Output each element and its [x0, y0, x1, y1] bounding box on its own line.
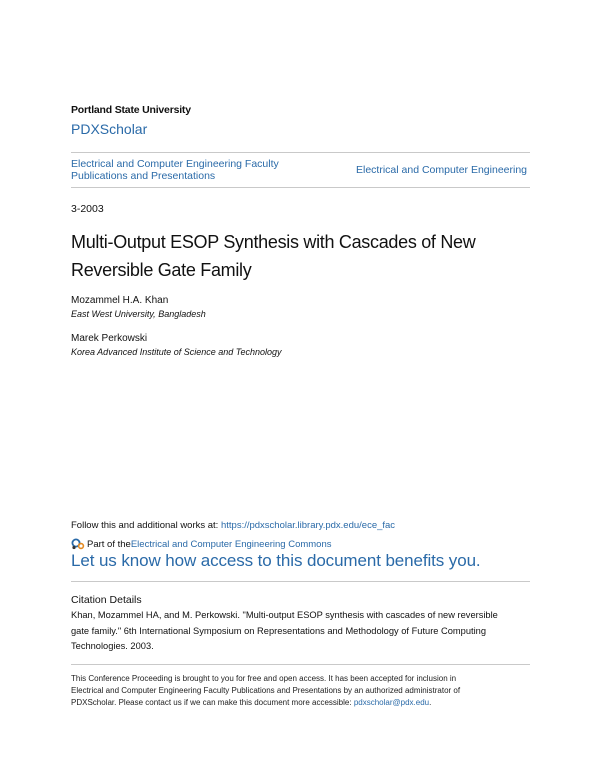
author-affiliation: Korea Advanced Institute of Science and Technology	[71, 347, 282, 357]
department-link[interactable]: Electrical and Computer Engineering	[356, 164, 528, 176]
footer-line-1: This Conference Proceeding is brought to you for free and open access. It has been accepted for inclusion in	[71, 674, 457, 683]
footer-line-3	[71, 697, 541, 709]
author-affiliation: East West University, Bangladesh	[71, 309, 206, 319]
part-of-line	[71, 538, 332, 550]
citation-line-1: Khan, Mozammel HA, and M. Perkowski. "Multi-output ESOP synthesis with cascades of new reversible	[71, 610, 498, 620]
divider-citation	[71, 581, 530, 582]
footer-line-3-prefix: PDXScholar. Please contact us if we can make this document more accessible:	[71, 698, 354, 707]
citation-line-2: gate family." 6th International Symposium on Representations and Methodology of Future Computing	[71, 625, 487, 636]
footer-text	[71, 673, 541, 709]
benefits-link[interactable]: Let us know how access to this document benefits you.	[71, 551, 481, 570]
divider-collections	[71, 187, 530, 188]
paper-title	[71, 228, 541, 284]
citation-text	[71, 608, 541, 655]
follow-url-link[interactable]: https://pdxscholar.library.pdx.edu/ece_fac	[220, 520, 396, 531]
divider-top	[71, 152, 530, 153]
title-line-1: Multi-Output ESOP Synthesis with Cascades of New	[71, 232, 476, 252]
university-name: Portland State University	[71, 104, 191, 116]
author-name: Mozammel H.A. Khan	[71, 295, 169, 306]
footer-line-3-suffix: .	[429, 698, 432, 707]
divider-footer	[71, 664, 530, 665]
series-link[interactable]	[71, 158, 331, 182]
network-icon	[71, 538, 85, 550]
follow-prefix: Follow this and additional works at:	[71, 520, 221, 531]
repository-link[interactable]: PDXScholar	[71, 121, 148, 137]
citation-line-3: Technologies. 2003.	[71, 641, 154, 651]
series-line-2[interactable]: Publications and Presentations	[71, 170, 216, 182]
publication-date: 3-2003	[71, 203, 104, 215]
series-line-1[interactable]: Electrical and Computer Engineering Faculty	[71, 158, 279, 170]
title-line-2: Reversible Gate Family	[71, 260, 252, 280]
footer-line-2: Electrical and Computer Engineering Faculty Publications and Presentations by an authorized administrator of	[71, 686, 461, 695]
author-name: Marek Perkowski	[71, 333, 148, 344]
contact-email-link[interactable]: pdxscholar@pdx.edu	[353, 698, 430, 707]
citation-heading: Citation Details	[71, 594, 142, 606]
follow-line	[71, 520, 395, 531]
part-of-prefix: Part of the	[87, 538, 131, 550]
commons-link[interactable]: Electrical and Computer Engineering Commons	[130, 538, 332, 550]
